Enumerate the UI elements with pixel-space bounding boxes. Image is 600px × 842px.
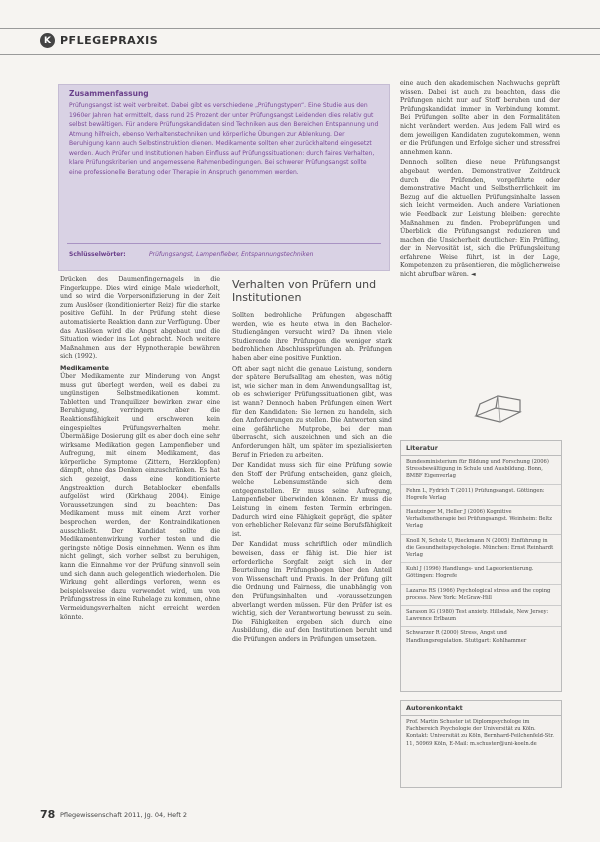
subheading-medikamente: Medikamente (60, 363, 109, 372)
keywords-text: Prüfungsangst, Lampenfieber, Entspannungstechniken (149, 251, 314, 258)
column-middle (232, 312, 392, 801)
header-bottom-rule (0, 54, 600, 55)
literature-box (400, 440, 562, 692)
literature-entry: Fehm L, Fydrich T (2011) Prüfungsangst. Göttingen: Hogrefe Verlag (401, 485, 561, 506)
section-logo-icon: K (40, 33, 55, 48)
col3-paragraph: eine auch den akademischen Nachwuchs geprüft wissen. Dabei ist auch zu beachten, dass die Prüfungen nicht nur auf Stoff beruhen und der Prüfungskandidat immer in Verbindung kommt. Bei Prüfungen sollte aber in den Formalitäten nicht verändert werden. Aus jedem Fall wird es dem jeweiligen Kandidaten zugutekommen, wenn er die Prüfungen und Erfolge sicher und stressfrei annehmen kann. (400, 80, 560, 156)
col2-paragraph: Der Kandidat muss schriftlich oder mündlich beweisen, dass er fähig ist. Die hier ist erforderliche Sorgfalt zeigt sich in der Beurteilung im Prüfungsbogen über den Anteil von Wissenschaft und Praxis. In der Prüfung gilt die Ordnung und Fairness, die unabhängig von den Prüfungsinhalten und -voraussetzungen abverlangt werden müssen. Für den Prüfer ist es wichtig, sich der Verantwortung bewusst zu sein. Die Fähigkeiten ergeben sich durch eine Ausbildung, die auf den Institutionen beruht und die Prüfungen anders in Prüfungen umsetzen. (232, 541, 392, 643)
col1-paragraph: Drücken des Daumenfingernagels in die Fingerkuppe. Dies wird einige Male wiederholt, und so wird die Vorpersonifizierung in der Zeit zum Auslöser (konditionierter Reiz) für die starke positive Gefühl. In der Prüfung steht diese automatisierte Reaktion dann zur Verfügung. Über das Auslösen wird die Angst abgebaut und die Situation wieder ins Lot gebracht. Noch weitere Maßnahmen aus der Hypnotherapie bewähren sich (1992). (60, 276, 220, 361)
page-number: 78 (40, 808, 56, 821)
summary-heading: Zusammenfassung (69, 89, 149, 98)
summary-box (58, 84, 390, 271)
literature-entry: Kuhl J (1996) Handlungs- und Lageorientierung. Göttingen: Hogrefe (401, 563, 561, 584)
literature-entry: Bundesministerium für Bildung und Forschung (2006) Stressbewältigung in Schule und Ausbildung. Bonn, BMBF Eigenverlag (401, 456, 561, 485)
author-heading: Autorenkontakt (401, 701, 561, 716)
keywords-label: Schlüsselwörter: (69, 251, 126, 258)
summary-divider (67, 243, 381, 244)
summary-text: Prüfungsangst ist weit verbreitet. Dabei gibt es verschiedene „Prüfungstypen“. Eine Studie aus den 1960er Jahren hat ermittelt, dass rund 25 Prozent der unter Prüfungsangst Leidenden dies relativ gut selbst bewältigen. Für andere Prüfungskandidaten sind Techniken aus den Bereichen Entspannung und Atmung hilfreich, ebenso Verhaltenstechniken und körperliche Übungen zur Ablenkung. Der Beruhigung kann auch Selbstinstruktion dienen. Medikamente sollten eher zurückhaltend eingesetzt werden. Auch Prüfer und Institutionen haben Einfluss auf Prüfungssituationen: durch faires Verhalten, klare Prüfungskriterien und angemessene Rahmenbedingungen. Bei schwerer Prüfungsangst sollte eine professionelle Beratung oder Therapie in Anspruch genommen werden. (69, 102, 379, 176)
col3-paragraph: Dennoch sollten diese neue Prüfungsangst abgebaut werden. Demonstrativer Zeitdruck durch die Prüfenden, vorgeführte oder demonstrative Macht und Selbstherrlichkeit im Bezug auf die aktuellen Prüfungsinhalte lassen sich leicht vermeiden. Auch andere Variationen wie Feedback zur Leistung bleiben: gerechte Maßnahmen zu finden. Probeprüfungen und Überblick die Prüfungsangst reduzieren und machen die Unsicherheit deutlicher: Ein Prüfling, der in Nervosität ist, sich die Prüfungsleitung erfahrene Weise führt, ist in der Lage, Kompetenzen zu präsentieren, die möglicherweise nicht abrufbar wären. ◄ (400, 159, 560, 279)
col2-paragraph: Der Kandidat muss sich für eine Prüfung sowie den Stoff der Prüfung entscheiden, ganz gleich, welche Lebensumstände sich dem entgegenstellen. Er muss seine Aufregung, Lampenfieber überwinden können. Er muss die Leistung in einem festen Termin erbringen. Dadurch wird eine Fähigkeit geprägt, die später von erheblicher Relevanz für seine Berufsfähigkeit ist. (232, 462, 392, 538)
literature-entry: Sarason IG (1980) Test anxiety. Hillsdale, New Jersey: Lawrence Erlbaum (401, 606, 561, 627)
literature-entry: Hautzinger M, Heller J (2006) Kognitive Verhaltenstherapie bei Prüfungsangst. Weinheim: Beltz Verlag (401, 506, 561, 535)
literature-entry: Lazarus RS (1966) Psychological stress and the coping process. New York: McGraw-Hill (401, 585, 561, 606)
book-icon (468, 388, 528, 428)
column-middle-heading-wrap (232, 278, 392, 304)
literature-entry: Knoll N, Scholz U, Rieckmann N (2005) Einführung in die Gesundheitspsychologie. München: Ernst Reinhardt Verlag (401, 535, 561, 564)
section-title: PFLEGEPRAXIS (60, 34, 159, 47)
col2-paragraph: Sollten bedrohliche Prüfungen abgeschafft werden, wie es heute etwa in den Bachelor-Studiengängen versucht wird? Da ihnen viele Studierende ihre Prüfungen die weniger stark bedrohlichen Abschlussprüfungen ab. Prüfungen haben aber eine positive Funktion. (232, 312, 392, 362)
author-text: Prof. Martin Schuster ist Diplompsychologe im Fachbereich Psychologie der Universität zu Köln. Kontakt: Universität zu Köln, Bernhard-Feilchenfeld-Str. 11, 50969 Köln, E-Mail: m.schuster@uni-koeln.de (406, 719, 554, 747)
column-left (60, 276, 220, 801)
literature-entry: Schwarzer R (2000) Stress, Angst und Handlungsregulation. Stuttgart: Kohlhammer (406, 630, 527, 644)
column-right (400, 80, 560, 370)
header-top-rule (0, 28, 600, 29)
journal-citation: Pflegewissenschaft 2011, Jg. 04, Heft 2 (60, 811, 188, 819)
col1-paragraph: Über Medikamente zur Minderung von Angst muss gut überlegt werden, weil es dabei zu ungünstigen Selbstmedikationen kommt. Tabletten und Tranquilizer bewirken zwar eine Beruhigung, verringern aber die Reaktionsfähigkeit und erschweren kein eingespieltes Prüfungsverhalten mehr. Übermäßige Dosierung gilt es aber doch eine sehr wirksame Medikation gegen Lampenfieber und Aufregung, mit einem Medikament, das körperliche Symptome (Zittern, Herzklopfen) dämpft, ohne das Denken einzuschränken. Es hat sich gezeigt, dass eine konditionierte Angstreaktion durch Betablocker ebenfalls aufgelöst wird (Kirkhaug 2004). Einige Voraussetzungen sind zu beachten: Das Medikament muss mit einem Arzt vorher besprochen werden, der Kontraindikationen ausschließt. Der Kandidat sollte die Medikamentenwirkung vorher testen und die geringste nötige Dosis einnehmen. Wenn es ihm nicht gelingt, sich vorher selbst zu beruhigen, kann die Einnahme vor der Prüfung sinnvoll sein und sich dann auch gelegentlich wiederholen. Die Wirkung geht allerdings verloren, wenn es beispielsweise dazu verwendet wird, um von Prüfungsstress in eine Ruhelage zu kommen, ohne Vermeidungsverhalten nicht erreicht werden könnte. (60, 372, 220, 621)
literature-heading: Literatur (401, 441, 561, 456)
author-contact-box (400, 700, 562, 788)
section-heading: Verhalten von Prüfern und Institutionen (232, 278, 377, 304)
col2-paragraph: Oft aber sagt nicht die genaue Leistung, sondern der spätere Berufsalltag am ehesten, was nötig ist, wie sicher man in dem Anwendungsalltag ist, ob es schwieriger Prüfungssituationen gibt, was ist wann? Dennoch haben Prüfungen einen Wert für den Kandidaten: Sie lernen zu handeln, sich den Anforderungen zu stellen. Die Antworten sind eine gefährliche Mutprobe, bei der man überrascht, sich auszeichnen und sich an die Anforderungen hält, um später im spezialisierten Beruf in Frieden zu arbeiten. (232, 365, 392, 459)
